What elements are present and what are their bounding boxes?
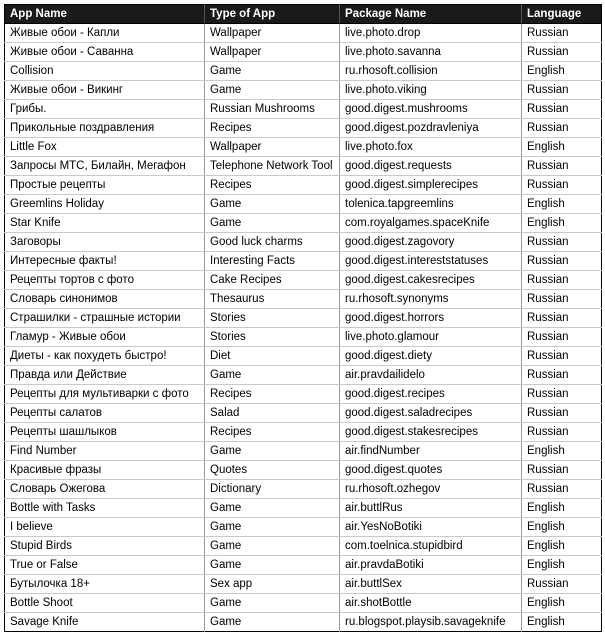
table-row[interactable] [5,100,602,119]
table-row[interactable] [5,537,602,556]
cell-package: air.buttlSex [340,575,522,594]
cell-app_name: Живые обои - Саванна [5,43,205,62]
table-row[interactable] [5,328,602,347]
cell-language: English [522,62,602,81]
cell-app_name: Словарь синонимов [5,290,205,309]
cell-app_name: Прикольные поздравления [5,119,205,138]
cell-type: Wallpaper [205,24,340,43]
table-header [5,5,602,24]
cell-language: Russian [522,366,602,385]
cell-app_name: Страшилки - страшные истории [5,309,205,328]
cell-language: English [522,138,602,157]
table-row[interactable] [5,176,602,195]
cell-app_name: Заговоры [5,233,205,252]
column-header-package-name[interactable]: Package Name [340,5,522,24]
cell-language: Russian [522,480,602,499]
cell-language: Russian [522,24,602,43]
cell-package: good.digest.intereststatuses [340,252,522,271]
cell-language: English [522,613,602,632]
cell-type: Game [205,442,340,461]
cell-language: English [522,214,602,233]
cell-app_name: I believe [5,518,205,537]
cell-package: good.digest.diety [340,347,522,366]
cell-package: good.digest.mushrooms [340,100,522,119]
cell-app_name: Простые рецепты [5,176,205,195]
table-row[interactable] [5,157,602,176]
cell-package: air.buttlRus [340,499,522,518]
cell-language: Russian [522,290,602,309]
cell-type: Game [205,499,340,518]
table-header-row [5,5,602,24]
cell-language: English [522,556,602,575]
table-row[interactable] [5,594,602,613]
table-row[interactable] [5,423,602,442]
cell-type: Telephone Network Tool [205,157,340,176]
cell-app_name: Savage Knife [5,613,205,632]
cell-type: Good luck charms [205,233,340,252]
table-row[interactable] [5,575,602,594]
table-row[interactable] [5,556,602,575]
cell-app_name: True or False [5,556,205,575]
cell-app_name: Stupid Birds [5,537,205,556]
cell-package: ru.rhosoft.synonyms [340,290,522,309]
cell-package: ru.blogspot.playsib.savageknife [340,613,522,632]
cell-package: com.toelnica.stupidbird [340,537,522,556]
cell-language: Russian [522,328,602,347]
table-row[interactable] [5,461,602,480]
column-header-language[interactable]: Language [522,5,602,24]
cell-type: Thesaurus [205,290,340,309]
cell-type: Quotes [205,461,340,480]
cell-app_name: Рецепты для мультиварки с фото [5,385,205,404]
cell-app_name: Правда или Действие [5,366,205,385]
cell-language: English [522,195,602,214]
cell-app_name: Словарь Ожегова [5,480,205,499]
app-list-table [4,4,602,632]
table-row[interactable] [5,119,602,138]
cell-language: Russian [522,347,602,366]
cell-type: Recipes [205,176,340,195]
table-body [5,24,602,632]
table-row[interactable] [5,62,602,81]
cell-app_name: Bottle Shoot [5,594,205,613]
cell-language: English [522,499,602,518]
cell-language: Russian [522,423,602,442]
cell-language: English [522,442,602,461]
cell-language: Russian [522,309,602,328]
cell-language: Russian [522,575,602,594]
table-row[interactable] [5,24,602,43]
cell-package: air.YesNoBotiki [340,518,522,537]
cell-app_name: Collision [5,62,205,81]
cell-app_name: Живые обои - Капли [5,24,205,43]
cell-type: Wallpaper [205,138,340,157]
table-row[interactable] [5,499,602,518]
cell-type: Game [205,613,340,632]
cell-package: good.digest.quotes [340,461,522,480]
cell-package: com.royalgames.spaceKnife [340,214,522,233]
cell-package: good.digest.simplerecipes [340,176,522,195]
cell-app_name: Greemlins Holiday [5,195,205,214]
table-row[interactable] [5,366,602,385]
cell-language: Russian [522,271,602,290]
cell-type: Game [205,62,340,81]
cell-language: Russian [522,461,602,480]
cell-language: Russian [522,81,602,100]
cell-language: Russian [522,100,602,119]
table-row[interactable] [5,309,602,328]
table-row[interactable] [5,252,602,271]
cell-package: good.digest.horrors [340,309,522,328]
column-header-app-name[interactable]: App Name [5,5,205,24]
cell-package: live.photo.viking [340,81,522,100]
cell-type: Recipes [205,385,340,404]
cell-app_name: Рецепты тортов с фото [5,271,205,290]
cell-language: Russian [522,385,602,404]
table-row[interactable] [5,290,602,309]
table-row[interactable] [5,613,602,632]
cell-package: good.digest.requests [340,157,522,176]
cell-package: live.photo.glamour [340,328,522,347]
cell-type: Russian Mushrooms [205,100,340,119]
cell-language: Russian [522,119,602,138]
cell-type: Salad [205,404,340,423]
cell-type: Stories [205,309,340,328]
cell-app_name: Гламур - Живые обои [5,328,205,347]
cell-type: Game [205,81,340,100]
cell-package: good.digest.cakesrecipes [340,271,522,290]
cell-package: air.pravdaBotiki [340,556,522,575]
table-row[interactable] [5,43,602,62]
cell-language: Russian [522,233,602,252]
cell-package: live.photo.drop [340,24,522,43]
cell-language: Russian [522,157,602,176]
cell-app_name: Star Knife [5,214,205,233]
cell-app_name: Грибы. [5,100,205,119]
cell-language: Russian [522,252,602,271]
cell-app_name: Find Number [5,442,205,461]
table-row[interactable] [5,404,602,423]
cell-package: good.digest.zagovory [340,233,522,252]
column-header-type-of-app[interactable]: Type of App [205,5,340,24]
cell-package: good.digest.saladrecipes [340,404,522,423]
table-row[interactable] [5,233,602,252]
cell-package: ru.rhosoft.ozhegov [340,480,522,499]
table-row[interactable] [5,271,602,290]
cell-language: English [522,594,602,613]
cell-package: tolenica.tapgreemlins [340,195,522,214]
cell-package: air.pravdailidelo [340,366,522,385]
cell-app_name: Запросы МТС, Билайн, Мегафон [5,157,205,176]
table-row[interactable] [5,214,602,233]
cell-type: Cake Recipes [205,271,340,290]
cell-language: Russian [522,404,602,423]
cell-app_name: Рецепты шашлыков [5,423,205,442]
cell-package: ru.rhosoft.collision [340,62,522,81]
cell-app_name: Рецепты салатов [5,404,205,423]
cell-app_name: Диеты - как похудеть быстро! [5,347,205,366]
cell-type: Game [205,366,340,385]
cell-type: Stories [205,328,340,347]
table-row[interactable] [5,347,602,366]
cell-app_name: Bottle with Tasks [5,499,205,518]
cell-language: Russian [522,43,602,62]
cell-type: Game [205,556,340,575]
cell-type: Game [205,195,340,214]
cell-package: live.photo.fox [340,138,522,157]
cell-package: good.digest.stakesrecipes [340,423,522,442]
table-row[interactable] [5,480,602,499]
cell-app_name: Бутылочка 18+ [5,575,205,594]
table-row[interactable] [5,442,602,461]
table-row[interactable] [5,81,602,100]
cell-type: Wallpaper [205,43,340,62]
cell-app_name: Интересные факты! [5,252,205,271]
cell-package: good.digest.recipes [340,385,522,404]
cell-package: live.photo.savanna [340,43,522,62]
cell-type: Game [205,214,340,233]
table-row[interactable] [5,518,602,537]
cell-package: air.shotBottle [340,594,522,613]
cell-type: Interesting Facts [205,252,340,271]
cell-type: Sex app [205,575,340,594]
cell-language: English [522,518,602,537]
cell-app_name: Красивые фразы [5,461,205,480]
table-row[interactable] [5,385,602,404]
table-row[interactable] [5,138,602,157]
cell-app_name: Little Fox [5,138,205,157]
table-row[interactable] [5,195,602,214]
cell-language: English [522,537,602,556]
cell-type: Game [205,518,340,537]
cell-type: Dictionary [205,480,340,499]
cell-type: Game [205,537,340,556]
cell-language: Russian [522,176,602,195]
cell-type: Diet [205,347,340,366]
cell-package: air.findNumber [340,442,522,461]
cell-app_name: Живые обои - Викинг [5,81,205,100]
cell-type: Game [205,594,340,613]
cell-type: Recipes [205,119,340,138]
cell-package: good.digest.pozdravleniya [340,119,522,138]
cell-type: Recipes [205,423,340,442]
